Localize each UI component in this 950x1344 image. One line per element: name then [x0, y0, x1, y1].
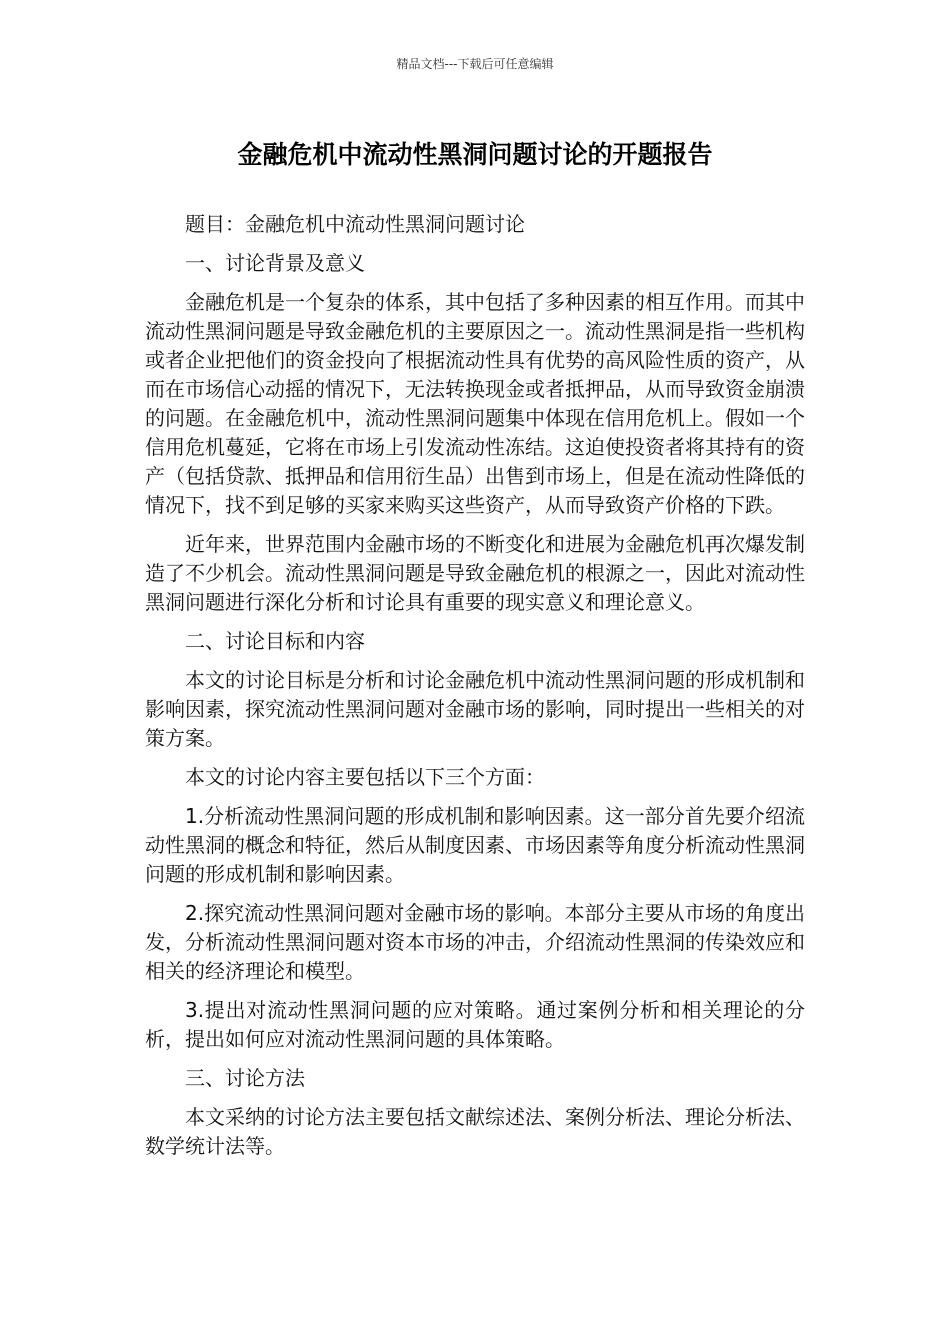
paragraph-methods-1: 本文采纳的讨论方法主要包括文献综述法、案例分析法、理论分析法、数学统计法等。	[145, 1105, 805, 1158]
section-heading-methods: 三、讨论方法	[185, 1066, 305, 1090]
section-heading-goals: 二、讨论目标和内容	[185, 629, 365, 653]
document-body	[145, 210, 805, 1171]
document-title: 金融危机中流动性黑洞问题讨论的开题报告	[237, 140, 713, 169]
paragraph-background-2: 近年来，世界范围内金融市场的不断变化和进展为金融危机再次爆发制造了不少机会。流动性黑洞问题是导致金融危机的根源之一，因此对流动性黑洞问题进行深化分析和讨论具有重要的现实意义和理论意义。	[145, 532, 805, 614]
list-item-3: 3.提出对流动性黑洞问题的应对策略。通过案例分析和相关理论的分析，提出如何应对流动性黑洞问题的具体策略。	[145, 998, 805, 1051]
paragraph-goals-2: 本文的讨论内容主要包括以下三个方面：	[185, 765, 545, 789]
page-header: 精品文档---下载后可任意编辑	[396, 57, 554, 71]
list-item-1: 1.分析流动性黑洞问题的形成机制和影响因素。这一部分首先要介绍流动性黑洞的概念和特征，然后从制度因素、市场因素等角度分析流动性黑洞问题的形成机制和影响因素。	[145, 804, 805, 886]
list-item-2: 2.探究流动性黑洞问题对金融市场的影响。本部分主要从市场的角度出发，分析流动性黑洞问题对资本市场的冲击，介绍流动性黑洞的传染效应和相关的经济理论和模型。	[145, 901, 805, 983]
topic-line: 题目：金融危机中流动性黑洞问题讨论	[185, 212, 525, 236]
paragraph-goals-1: 本文的讨论目标是分析和讨论金融危机中流动性黑洞问题的形成机制和影响因素，探究流动性黑洞问题对金融市场的影响，同时提出一些相关的对策方案。	[145, 668, 805, 750]
section-heading-background: 一、讨论背景及意义	[185, 251, 365, 275]
paragraph-background-1: 金融危机是一个复杂的体系，其中包括了多种因素的相互作用。而其中流动性黑洞问题是导致金融危机的主要原因之一。流动性黑洞是指一些机构或者企业把他们的资金投向了根据流动性具有优势的高风险性质的资产，从而在市场信心动摇的情况下，无法转换现金或者抵押品，从而导致资金崩溃的问题。在金融危机中，流动性黑洞问题集中体现在信用危机上。假如一个信用危机蔓延，它将在市场上引发流动性冻结。这迫使投资者将其持有的资产（包括贷款、抵押品和信用衍生品）出售到市场上，但是在流动性降低的情况下，找不到足够的买家来购买这些资产，从而导致资产价格的下跌。	[145, 290, 805, 517]
